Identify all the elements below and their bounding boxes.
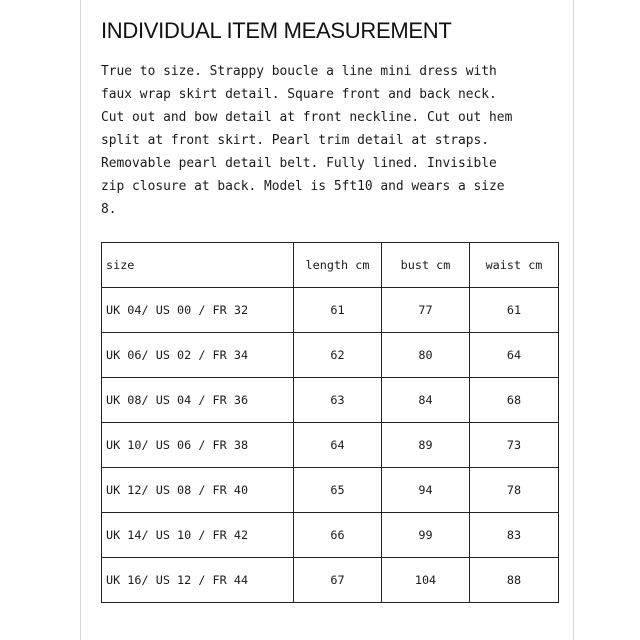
page-title: INDIVIDUAL ITEM MEASUREMENT [101,18,452,43]
header-bust: bust cm [382,243,470,288]
description-line: Removable pearl detail belt. Fully lined. Invisible [101,156,497,171]
size-cell: UK 12/ US 08 / FR 40 [102,468,294,513]
table-row [102,378,559,423]
length-cell: 66 [294,513,382,558]
table-row [102,288,559,333]
size-cell: UK 06/ US 02 / FR 34 [102,333,294,378]
bust-cell: 84 [382,378,470,423]
length-cell: 63 [294,378,382,423]
measurement-card [80,0,574,640]
waist-cell: 68 [470,378,559,423]
bust-cell: 104 [382,558,470,603]
table-row [102,468,559,513]
header-size: size [102,243,294,288]
description-line: zip closure at back. Model is 5ft10 and wears a size [101,179,505,194]
description-line: Cut out and bow detail at front neckline. Cut out hem [101,110,513,125]
waist-cell: 64 [470,333,559,378]
header-length: length cm [294,243,382,288]
table-header-row [102,243,559,288]
length-cell: 67 [294,558,382,603]
waist-cell: 78 [470,468,559,513]
size-cell: UK 16/ US 12 / FR 44 [102,558,294,603]
table-row [102,558,559,603]
size-cell: UK 10/ US 06 / FR 38 [102,423,294,468]
description-line: 8. [101,202,117,217]
description-line: split at front skirt. Pearl trim detail at straps. [101,133,490,148]
length-cell: 61 [294,288,382,333]
length-cell: 62 [294,333,382,378]
bust-cell: 89 [382,423,470,468]
waist-cell: 88 [470,558,559,603]
description-line: True to size. Strappy boucle a line mini dress with [101,64,497,79]
size-cell: UK 04/ US 00 / FR 32 [102,288,294,333]
size-cell: UK 14/ US 10 / FR 42 [102,513,294,558]
product-description [101,60,561,221]
size-cell: UK 08/ US 04 / FR 36 [102,378,294,423]
bust-cell: 80 [382,333,470,378]
bust-cell: 94 [382,468,470,513]
description-line: faux wrap skirt detail. Square front and back neck. [101,87,497,102]
length-cell: 64 [294,423,382,468]
waist-cell: 61 [470,288,559,333]
header-waist: waist cm [470,243,559,288]
table-row [102,333,559,378]
bust-cell: 77 [382,288,470,333]
bust-cell: 99 [382,513,470,558]
size-measurement-table [101,242,559,603]
table-row [102,423,559,468]
waist-cell: 83 [470,513,559,558]
length-cell: 65 [294,468,382,513]
waist-cell: 73 [470,423,559,468]
table-row [102,513,559,558]
